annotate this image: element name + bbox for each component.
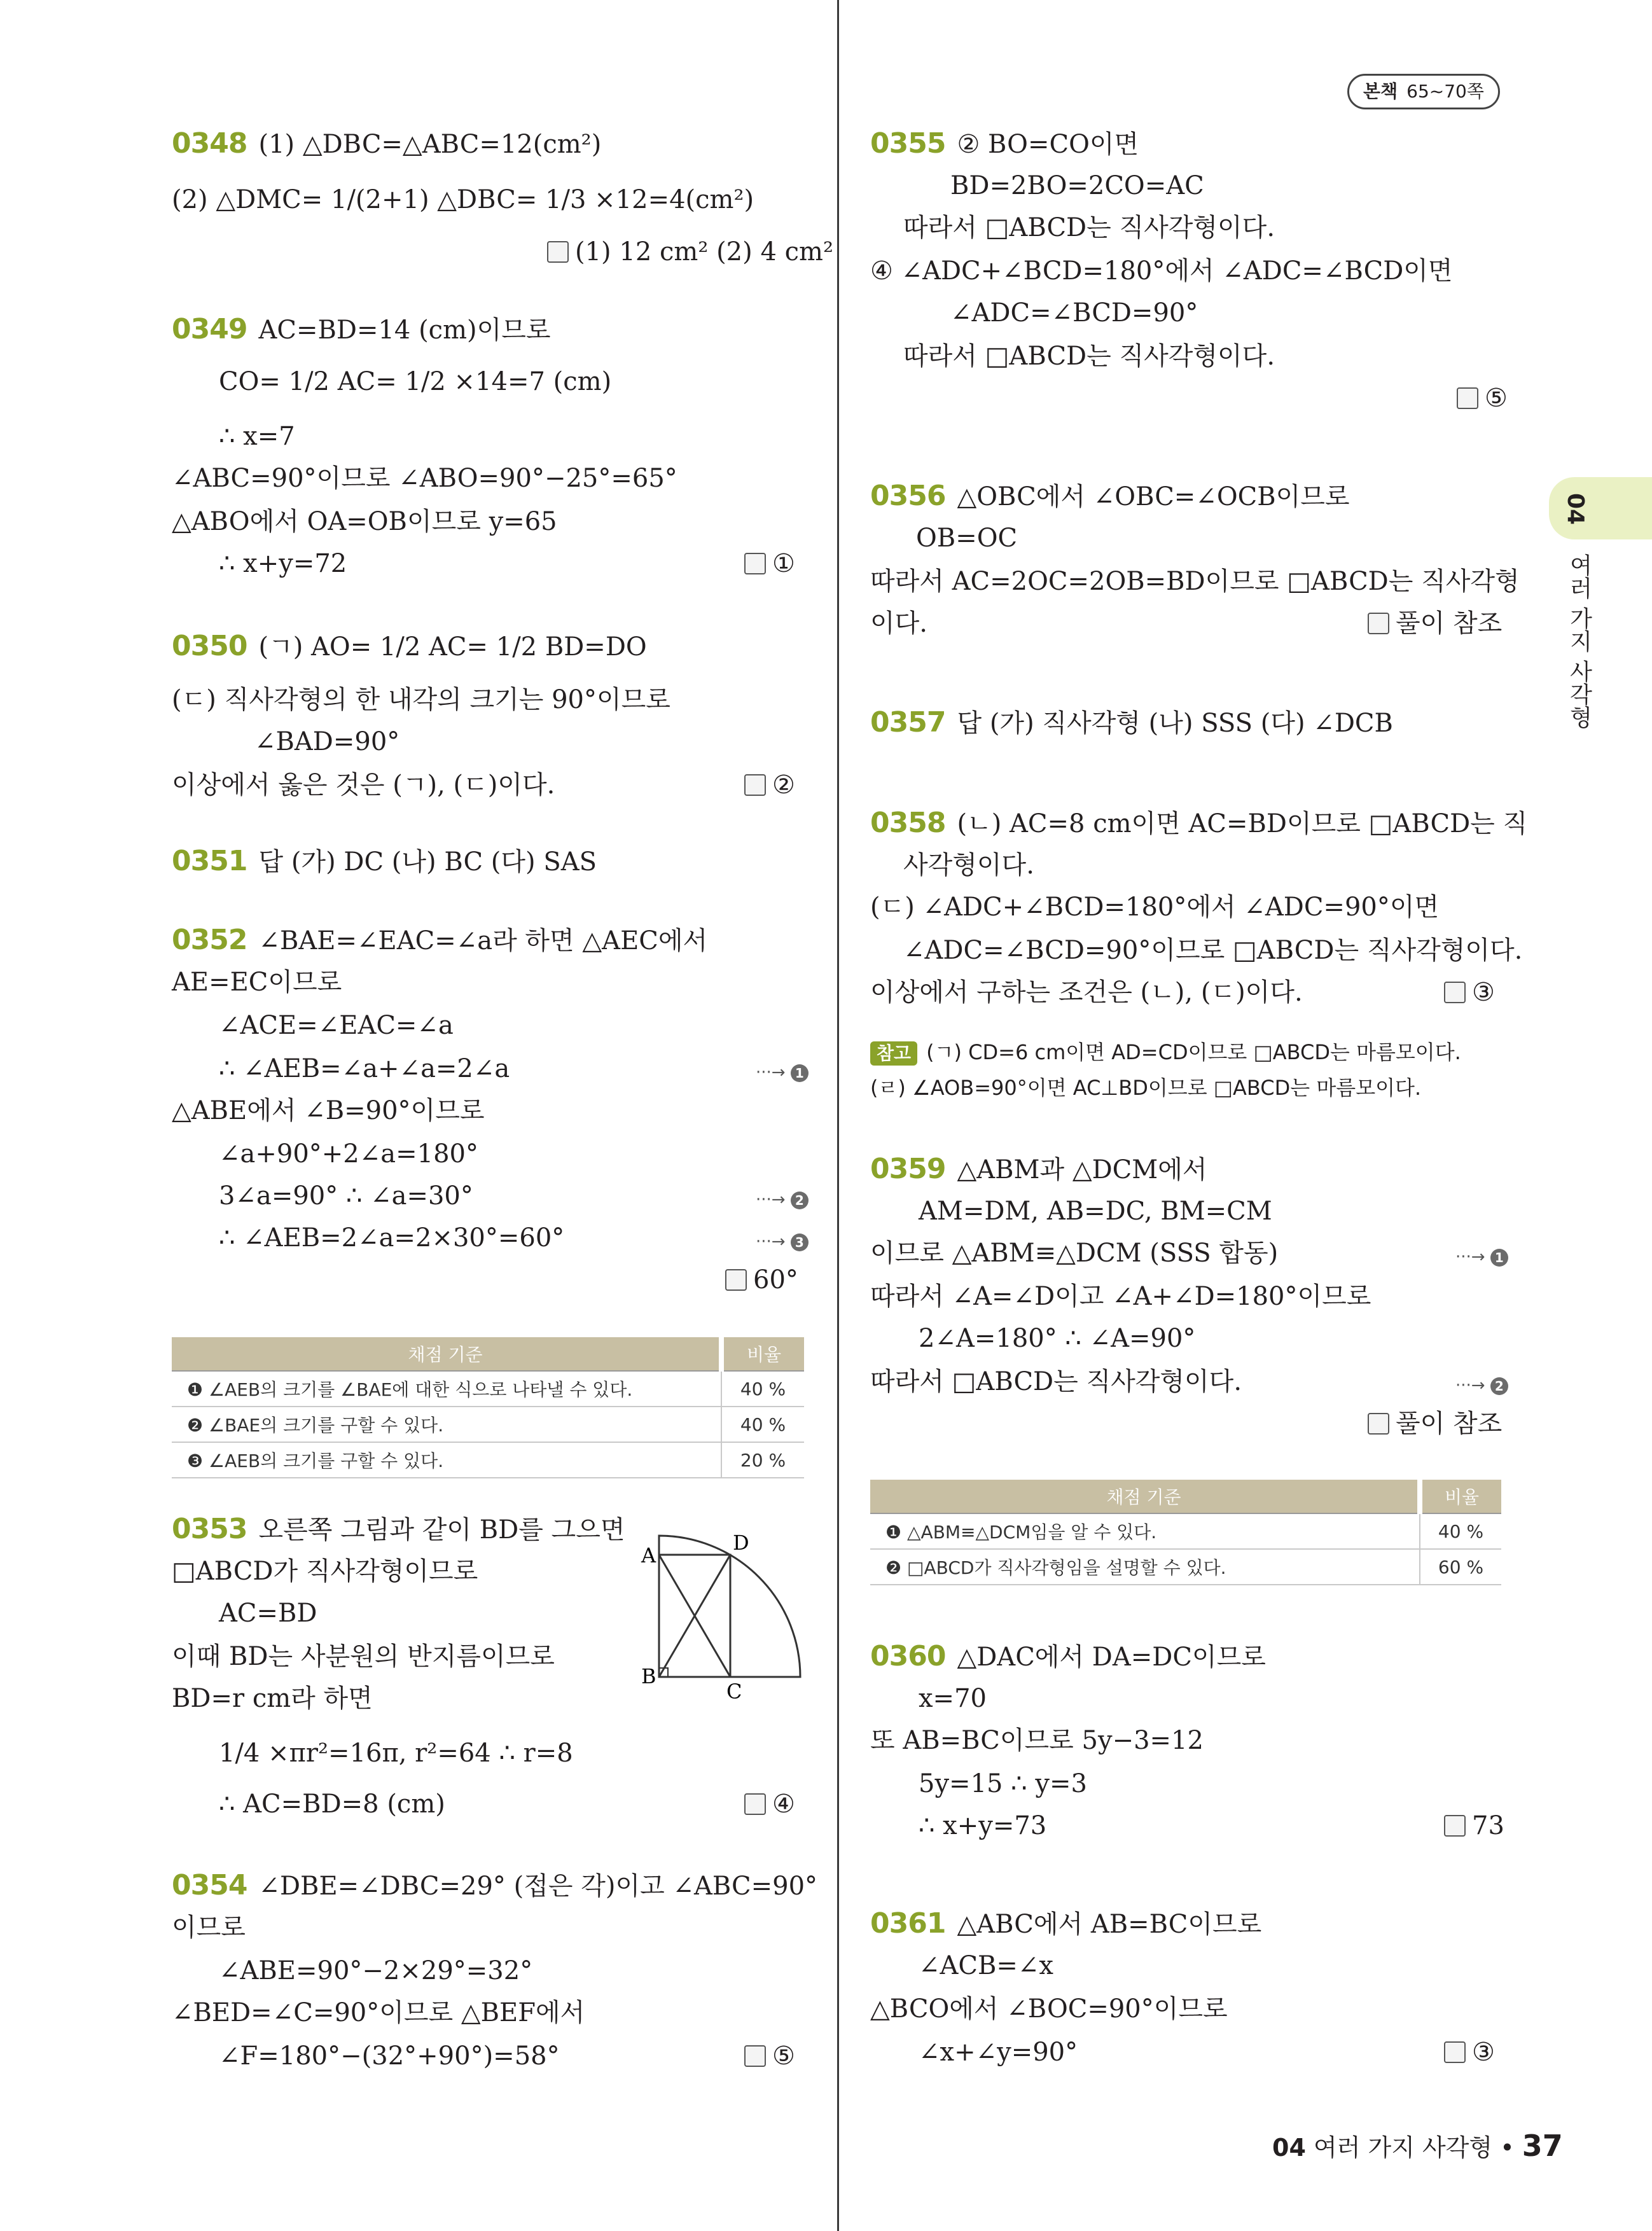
problem-number: 0348 <box>172 127 247 160</box>
label-d: D <box>733 1531 749 1555</box>
solution-line <box>172 1094 484 1127</box>
problem-number: 0361 <box>870 1907 946 1940</box>
answer-line <box>744 2040 795 2073</box>
answer-line <box>1444 1809 1504 1842</box>
problem-header-line <box>172 845 597 879</box>
answer-line <box>1444 976 1495 1009</box>
line-text: ∴ ∠AEB=2∠a=2×30°=60° <box>219 1223 565 1253</box>
answer-mark-icon <box>1368 613 1389 634</box>
line-text: (1) △DBC=△ABC=12(cm²) <box>258 130 602 159</box>
column-divider <box>837 0 839 2231</box>
solution-line <box>219 1954 532 1987</box>
line-text: △ABE에서 ∠B=90°이므로 <box>172 1096 485 1125</box>
solution-line <box>172 1996 585 2029</box>
label-b: B <box>641 1664 656 1688</box>
solution-line <box>172 1555 478 1588</box>
problem-number: 0349 <box>172 313 247 345</box>
problem-header-line <box>870 480 1350 513</box>
table-cell: ❶ △ABM≡△DCM임을 알 수 있다. <box>870 1513 1420 1549</box>
solution-line <box>916 522 1017 555</box>
answer-line <box>1368 1407 1502 1440</box>
line-text: 5y=15 ∴ y=3 <box>919 1769 1087 1798</box>
solution-line <box>870 607 927 640</box>
problem-number: 0357 <box>870 706 946 739</box>
solution-line <box>254 725 399 758</box>
line-text: ∴ x+y=73 <box>919 1811 1047 1840</box>
solution-line <box>919 1322 1195 1355</box>
step-marker: ···→ 3 <box>756 1229 809 1255</box>
line-text: 따라서 □ABCD는 직사각형이다. <box>903 213 1275 242</box>
answer-mark-icon <box>1444 1815 1466 1837</box>
problem-number: 0351 <box>172 845 247 877</box>
line-text: BD=r cm라 하면 <box>172 1684 373 1713</box>
problem-number: 0360 <box>870 1640 946 1672</box>
problem-number: 0355 <box>870 127 946 160</box>
line-text: (ㄷ) 직사각형의 한 내각의 크기는 90°이므로 <box>172 685 670 714</box>
line-text: x=70 <box>919 1684 987 1713</box>
table-cell: ❸ ∠AEB의 크기를 구할 수 있다. <box>172 1442 721 1478</box>
answer-mark-icon <box>744 1793 766 1815</box>
line-text: ∠ABC=90°이므로 ∠ABO=90°−25°=65° <box>172 464 677 493</box>
solution-line <box>219 365 611 398</box>
step-marker: ···→ 1 <box>1455 1244 1508 1270</box>
table-cell: 40 % <box>721 1371 804 1407</box>
line-text: AC=BD <box>219 1599 317 1628</box>
scoring-table-0359 <box>870 1480 1501 1585</box>
line-text: 1/4 ×πr²=16π, r²=64 ∴ r=8 <box>219 1739 573 1768</box>
problem-header-line <box>172 924 707 957</box>
step-number-badge: 2 <box>1490 1377 1508 1395</box>
line-text: 3∠a=90° ∴ ∠a=30° <box>219 1181 473 1211</box>
table-cell: ❷ □ABCD가 직사각형임을 설명할 수 있다. <box>870 1549 1420 1585</box>
answer-text: (1) 12 cm² (2) 4 cm² <box>575 237 833 267</box>
table-cell: ❷ ∠BAE의 크기를 구할 수 있다. <box>172 1407 721 1442</box>
line-text: 2∠A=180° ∴ ∠A=90° <box>919 1324 1196 1353</box>
line-text: ∠ACB=∠x <box>919 1951 1053 1980</box>
solution-line <box>919 1682 987 1715</box>
solution-line <box>903 934 1522 967</box>
line-text: △ABO에서 OA=OB이므로 y=65 <box>172 507 557 536</box>
solution-line <box>219 1788 445 1821</box>
line-text: AE=EC이므로 <box>172 968 342 997</box>
line-text: ∴ AC=BD=8 (cm) <box>219 1790 445 1819</box>
line-text: 답 (가) 직사각형 (나) SSS (다) ∠DCB <box>957 709 1393 738</box>
reference-note-line2: (ㄹ) ∠AOB=90°이면 AC⊥BD이므로 □ABCD는 마름모이다. <box>870 1076 1422 1100</box>
solution-line <box>172 966 342 999</box>
answer-mark-icon <box>1444 982 1466 1003</box>
table-cell: 60 % <box>1420 1549 1501 1585</box>
step-marker: ···→ 1 <box>756 1060 809 1085</box>
line-text: (ㄴ) AC=8 cm이면 AC=BD이므로 □ABCD는 직 <box>957 809 1528 838</box>
label-a: A <box>641 1543 656 1567</box>
solution-line <box>870 565 1520 598</box>
answer-text: ③ <box>1472 2038 1495 2067</box>
solution-line <box>219 1597 317 1630</box>
problem-header-line <box>172 313 551 347</box>
answer-mark-icon <box>1368 1413 1389 1435</box>
step-number-badge: 2 <box>791 1192 809 1209</box>
solution-line <box>219 1737 573 1770</box>
solution-line <box>903 211 1275 244</box>
problem-header-line <box>870 706 1393 740</box>
solution-line <box>919 1809 1046 1842</box>
step-number-badge: 3 <box>791 1234 809 1251</box>
line-text: △ABC에서 AB=BC이므로 <box>957 1910 1262 1939</box>
solution-line <box>870 1280 1371 1313</box>
table-head-criteria: 채점 기준 <box>870 1480 1420 1513</box>
problem-number: 0350 <box>172 630 247 662</box>
quarter-circle-figure <box>636 1524 821 1702</box>
answer-text: 60° <box>753 1265 798 1295</box>
solution-line <box>219 2040 560 2073</box>
line-text: (ㄱ) AO= 1/2 AC= 1/2 BD=DO <box>258 632 647 662</box>
line-text: (ㄷ) ∠ADC+∠BCD=180°에서 ∠ADC=90°이면 <box>870 893 1440 922</box>
solution-line <box>219 1052 510 1085</box>
solution-line <box>172 1911 246 1944</box>
solution-line <box>919 1949 1053 1982</box>
solution-line <box>219 547 347 580</box>
problem-header-line <box>870 1907 1261 1941</box>
solution-line <box>219 1221 564 1255</box>
answer-mark-icon <box>547 241 569 263</box>
solution-line <box>219 1009 454 1042</box>
problem-header-line <box>870 1640 1266 1674</box>
line-text: OB=OC <box>916 524 1018 553</box>
solution-line <box>950 169 1204 202</box>
footer-chapter: 04 <box>1272 2134 1306 2162</box>
problem-header-line <box>172 630 647 664</box>
line-text: ∠ADC=∠BCD=90° <box>950 298 1198 328</box>
table-cell: 40 % <box>721 1407 804 1442</box>
solution-line <box>919 1767 1087 1800</box>
line-text: 이므로 △ABM≡△DCM (SSS 합동) <box>870 1239 1279 1268</box>
line-text: 이므로 <box>172 1913 246 1942</box>
answer-line <box>547 235 833 268</box>
footer-title: 여러 가지 사각형 <box>1313 2134 1493 2162</box>
answer-line <box>744 547 795 580</box>
line-text: ∴ x=7 <box>219 422 295 451</box>
answer-text: ② <box>772 770 795 800</box>
line-text: ∠F=180°−(32°+90°)=58° <box>219 2041 560 2071</box>
table-row <box>172 1371 804 1407</box>
reference-badge: 참고 <box>870 1041 917 1066</box>
solution-line <box>219 1179 473 1213</box>
line-text: △ABM과 △DCM에서 <box>957 1155 1207 1185</box>
line-text: ∠DBE=∠DBC=29° (접은 각)이고 ∠ABC=90° <box>258 1872 818 1901</box>
line-text: ∠ACE=∠EAC=∠a <box>219 1011 454 1040</box>
line-text: ∠BAE=∠EAC=∠a라 하면 △AEC에서 <box>258 926 708 956</box>
table-cell: ❶ ∠AEB의 크기를 ∠BAE에 대한 식으로 나타낼 수 있다. <box>172 1371 721 1407</box>
answer-text: ① <box>772 549 795 578</box>
answer-text: 73 <box>1472 1811 1504 1840</box>
scoring-table-0352 <box>172 1337 804 1478</box>
line-text: AM=DM, AB=DC, BM=CM <box>919 1197 1272 1226</box>
solution-line <box>172 462 677 495</box>
solution-line <box>219 1137 478 1171</box>
problem-number: 0356 <box>870 480 946 512</box>
solution-line <box>870 891 1439 924</box>
line-text: 이상에서 구하는 조건은 (ㄴ), (ㄷ)이다. <box>870 978 1303 1007</box>
solution-line <box>903 340 1275 373</box>
line-text: ∴ ∠AEB=∠a+∠a=2∠a <box>219 1054 510 1083</box>
label-c: C <box>726 1679 742 1702</box>
page-number: 37 <box>1522 2129 1563 2163</box>
step-marker: ···→ 2 <box>756 1187 809 1213</box>
solution-line <box>870 1724 1204 1757</box>
line-text: 이때 BD는 사분원의 반지름이므로 <box>172 1642 555 1671</box>
answer-mark-icon <box>725 1269 747 1291</box>
solution-line <box>919 2036 1078 2069</box>
line-text: 답 (가) DC (나) BC (다) SAS <box>258 847 597 877</box>
table-head-ratio: 비율 <box>1420 1480 1501 1513</box>
solution-line <box>172 505 557 538</box>
line-text: △DAC에서 DA=DC이므로 <box>957 1643 1266 1672</box>
line-text: △BCO에서 ∠BOC=90°이므로 <box>870 1994 1228 2024</box>
line-text: CO= 1/2 AC= 1/2 ×14=7 (cm) <box>219 367 612 396</box>
problem-header-line <box>870 807 1527 840</box>
solution-line <box>219 420 295 453</box>
line-text: △OBC에서 ∠OBC=∠OCB이므로 <box>957 482 1350 511</box>
problem-header-line <box>172 1869 817 1903</box>
answer-mark-icon <box>1444 2041 1466 2063</box>
solution-line <box>870 1992 1228 2026</box>
table-head-ratio: 비율 <box>721 1337 804 1371</box>
problem-number: 0353 <box>172 1513 247 1545</box>
answer-line <box>744 768 795 802</box>
solution-line <box>903 849 1034 882</box>
line-text: ∠x+∠y=90° <box>919 2038 1078 2067</box>
answer-mark-icon <box>744 774 766 796</box>
step-marker: ···→ 2 <box>1455 1373 1508 1398</box>
table-row <box>172 1442 804 1478</box>
step-number-badge: 1 <box>791 1064 809 1082</box>
line-text: 따라서 □ABCD는 직사각형이다. <box>870 1367 1242 1396</box>
answer-text: ③ <box>1472 978 1495 1007</box>
solution-line <box>950 296 1198 330</box>
table-cell: 20 % <box>721 1442 804 1478</box>
table-cell: 40 % <box>1420 1513 1501 1549</box>
page-range: 65~70쪽 <box>1406 81 1484 102</box>
line-text: (2) △DMC= 1/(2+1) △DBC= 1/3 ×12=4(cm²) <box>172 185 754 214</box>
answer-line <box>1444 2036 1495 2069</box>
problem-header-line <box>172 127 601 161</box>
line-text: 따라서 AC=2OC=2OB=BD이므로 □ABCD는 직사각형 <box>870 567 1520 596</box>
line-text: 따라서 ∠A=∠D이고 ∠A+∠D=180°이므로 <box>870 1282 1371 1311</box>
problem-header-line <box>870 1153 1207 1186</box>
problem-number: 0352 <box>172 924 247 956</box>
table-row <box>870 1513 1501 1549</box>
solution-line <box>172 1640 555 1673</box>
answer-line <box>725 1263 798 1296</box>
problem-header-line <box>870 127 1139 161</box>
line-text: BD=2BO=2CO=AC <box>950 171 1204 200</box>
table-row <box>870 1549 1501 1585</box>
solution-line <box>172 183 754 216</box>
chapter-side-title: 여러 가지 사각형 <box>1566 553 1592 728</box>
line-text: ∴ x+y=72 <box>219 549 347 578</box>
line-text: 이상에서 옳은 것은 (ㄱ), (ㄷ)이다. <box>172 770 555 800</box>
answer-text: ⑤ <box>772 2041 795 2071</box>
line-text: ∠ABE=90°−2×29°=32° <box>219 1956 533 1985</box>
step-number-badge: 1 <box>1490 1249 1508 1267</box>
answer-mark-icon <box>744 2045 766 2067</box>
table-row <box>172 1407 804 1442</box>
line-text: □ABCD가 직사각형이므로 <box>172 1557 478 1586</box>
answer-text: ④ <box>772 1790 795 1819</box>
solution-line <box>870 1237 1278 1270</box>
problem-header-line <box>172 1513 625 1546</box>
line-text: 사각형이다. <box>903 851 1034 880</box>
problem-number: 0359 <box>870 1153 946 1185</box>
answer-text: 풀이 참조 <box>1396 609 1503 638</box>
answer-mark-icon <box>744 553 766 574</box>
line-text: ④ ∠ADC+∠BCD=180°에서 ∠ADC=∠BCD이면 <box>870 256 1453 286</box>
chapter-number: 04 <box>1562 493 1588 525</box>
reference-text-1: (ㄱ) CD=6 cm이면 AD=CD이므로 □ABCD는 마름모이다. <box>926 1040 1461 1064</box>
solution-line <box>870 254 1453 288</box>
solution-line <box>172 1682 373 1715</box>
problem-number: 0354 <box>172 1869 247 1901</box>
answer-text: 풀이 참조 <box>1396 1409 1503 1438</box>
line-text: ② BO=CO이면 <box>957 130 1139 159</box>
solution-line <box>919 1195 1272 1228</box>
solution-line <box>172 768 555 802</box>
answer-line <box>1457 382 1508 415</box>
answer-text: ⑤ <box>1485 384 1508 413</box>
answer-line <box>1368 607 1502 640</box>
page-footer: 04 여러 가지 사각형 • 37 <box>1272 2129 1563 2163</box>
answer-line <box>744 1788 795 1821</box>
page-range-tag <box>1347 74 1500 109</box>
solution-line <box>870 1365 1242 1398</box>
line-text: 이다. <box>870 609 927 638</box>
reference-note-line1 <box>870 1038 1461 1066</box>
line-text: 또 AB=BC이므로 5y−3=12 <box>870 1726 1204 1755</box>
answer-mark-icon <box>1457 387 1478 409</box>
solution-line <box>172 683 670 716</box>
line-text: ∠ADC=∠BCD=90°이므로 □ABCD는 직사각형이다. <box>903 936 1523 965</box>
book-label: 본책 <box>1363 81 1398 102</box>
line-text: ∠BAD=90° <box>254 727 400 756</box>
line-text: AC=BD=14 (cm)이므로 <box>258 316 551 345</box>
table-head-criteria: 채점 기준 <box>172 1337 721 1371</box>
problem-number: 0358 <box>870 807 946 839</box>
line-text: 따라서 □ABCD는 직사각형이다. <box>903 342 1275 371</box>
line-text: 오른쪽 그림과 같이 BD를 그으면 <box>258 1515 625 1545</box>
solution-line <box>870 976 1303 1009</box>
line-text: ∠a+90°+2∠a=180° <box>219 1139 478 1169</box>
line-text: ∠BED=∠C=90°이므로 △BEF에서 <box>172 1998 585 2027</box>
